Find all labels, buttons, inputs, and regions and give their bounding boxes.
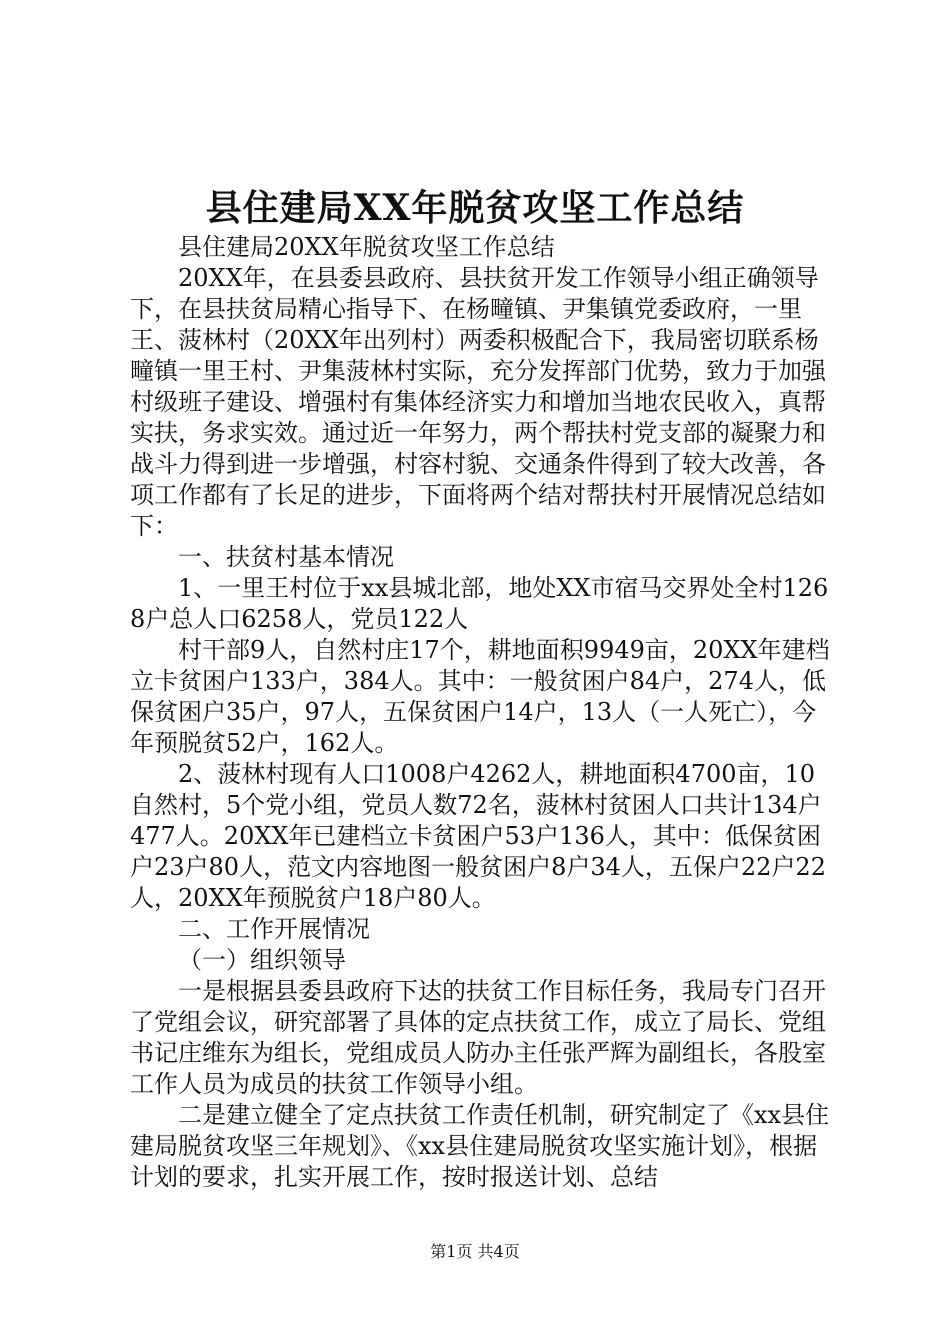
page-footer: 第1页 共4页: [430, 1242, 520, 1261]
body-paragraph: 1、一里王村位于xx县城北部，地处XX市宿马交界处全村1268户总人口6258人，党员122人: [130, 574, 829, 633]
document-body: [130, 232, 835, 1193]
body-paragraph: 村干部9人，自然村庄17个，耕地面积9949亩，20XX年建档立卡贫困户133户，384人。其中：一般贫困户84户，274人，低保贫困户35户，97人，五保贫困户14户，13人（一人死亡），今年预脱贫52户，162人。: [130, 636, 830, 757]
document-title: 县住建局XX年脱贫攻坚工作总结: [205, 187, 745, 229]
body-paragraph: 二是建立健全了定点扶贫工作责任机制，研究制定了《xx县住建局脱贫攻坚三年规划》、《xx县住建局脱贫攻坚实施计划》，根据计划的要求，扎实开展工作，按时报送计划、总结: [130, 1101, 830, 1191]
body-paragraph: 2、菠林村现有人口1008户4262人，耕地面积4700亩，10自然村，5个党小组，党员人数72名，菠林村贫困人口共计134户477人。20XX年已建档立卡贫困户53户136人，其中：低保贫困户23户80人，范文内容地图一般贫困户8户34人，五保户22户22人，20XX年预脱贫户18户80人。: [130, 760, 826, 912]
subsection-heading: （一）组织领导: [178, 946, 346, 974]
intro-paragraph: 20XX年，在县委县政府、县扶贫开发工作领导小组正确领导下，在县扶贫局精心指导下、在杨疃镇、尹集镇党委政府，一里王、菠林村（20XX年出列村）两委积极配合下，我局密切联系杨疃镇一里王村、尹集菠林村实际，充分发挥部门优势，致力于加强村级班子建设、增强村有集体经济实力和增加当地农民收入，真帮实扶，务求实效。通过近一年努力，两个帮扶村党支部的凝聚力和战斗力得到进一步增强，村容村貌、交通条件得到了较大改善，各项工作都有了长足的进步，下面将两个结对帮扶村开展情况总结如下：: [130, 264, 826, 540]
section-heading: 一、扶贫村基本情况: [178, 543, 394, 571]
subtitle-paragraph: 县住建局20XX年脱贫攻坚工作总结: [178, 233, 555, 261]
section-heading: 二、工作开展情况: [178, 915, 370, 943]
body-paragraph: 一是根据县委县政府下达的扶贫工作目标任务，我局专门召开了党组会议，研究部署了具体的定点扶贫工作，成立了局长、党组书记庄维东为组长，党组成员人防办主任张严辉为副组长，各股室工作人员为成员的扶贫工作领导小组。: [130, 977, 826, 1098]
